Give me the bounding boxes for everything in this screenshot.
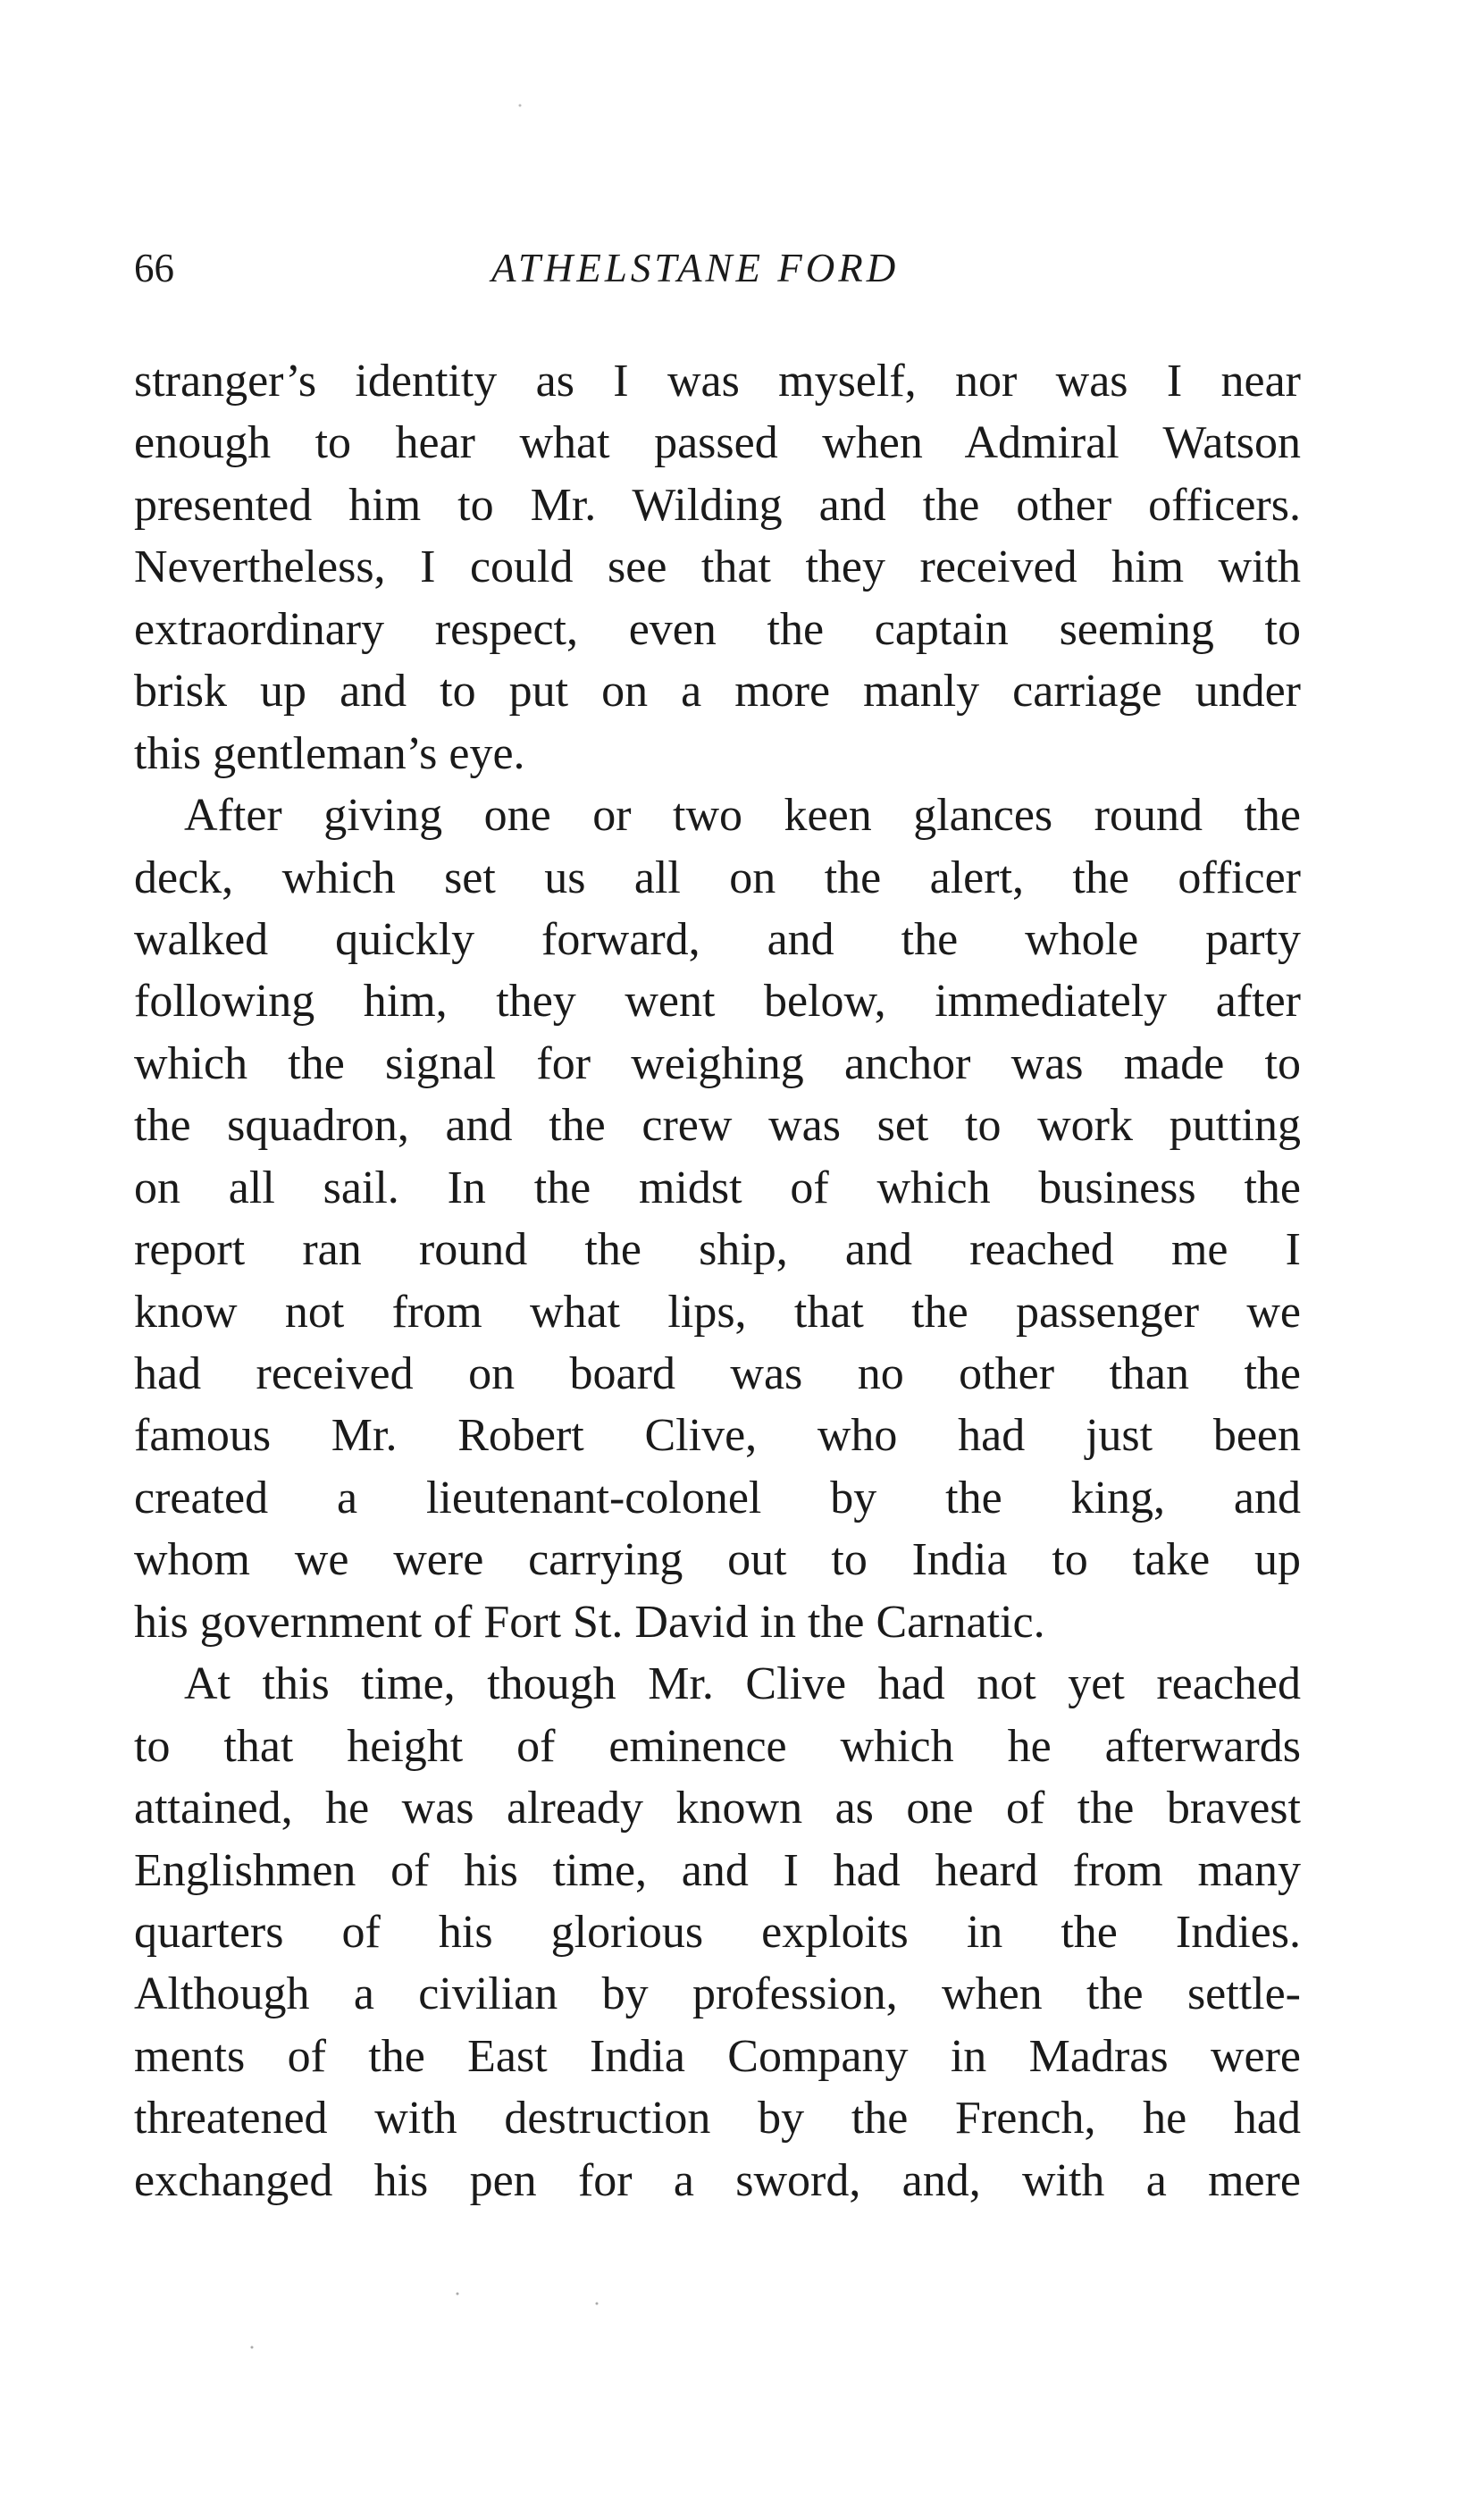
text-line: which the signal for weighing anchor was made to xyxy=(134,1037,1301,1089)
text-line: famous Mr. Robert Clive, who had just been xyxy=(134,1410,1301,1462)
text-line: exchanged his pen for a sword, and, with a mere xyxy=(134,2154,1301,2206)
speck xyxy=(251,2346,254,2349)
paragraph xyxy=(134,350,1301,785)
text-line: enough to hear what passed when Admiral Watson xyxy=(134,417,1301,469)
running-head xyxy=(134,241,1295,295)
text-line: deck, which set us all on the alert, the officer xyxy=(134,852,1301,903)
text-line: presented him to Mr. Wilding and the other officers. xyxy=(134,479,1301,531)
running-title: ATHELSTANE FORD xyxy=(491,246,900,290)
text-line: ments of the East India Company in Madras were xyxy=(134,2030,1301,2082)
text-line: walked quickly forward, and the whole party xyxy=(134,913,1301,965)
text-line: this gentleman’s eye. xyxy=(134,727,525,779)
text-line: Although a civilian by profession, when the settle- xyxy=(134,1968,1301,2020)
text-line: threatened with destruction by the French, he had xyxy=(134,2093,1301,2144)
text-line: stranger’s identity as I was myself, nor was I near xyxy=(134,356,1301,407)
text-line: brisk up and to put on a more manly carriage under xyxy=(134,666,1301,718)
text-line: on all sail. In the midst of which business the xyxy=(134,1162,1301,1213)
speck xyxy=(596,2303,599,2305)
text-line: had received on board was no other than the xyxy=(134,1348,1301,1399)
text-line: whom we were carrying out to India to take up xyxy=(134,1534,1301,1586)
text-line: to that height of eminence which he afterwards xyxy=(134,1720,1301,1772)
page-number: 66 xyxy=(134,246,174,290)
text-line: following him, they went below, immediately after xyxy=(134,976,1301,1028)
text-line: Nevertheless, I could see that they received him with xyxy=(134,541,1301,593)
text-line: At this time, though Mr. Clive had not yet reached xyxy=(184,1658,1301,1710)
text-line: extraordinary respect, even the captain seeming to xyxy=(134,603,1301,655)
text-line: his government of Fort St. David in the Carnatic. xyxy=(134,1596,1045,1648)
text-line: attained, he was already known as one of the bravest xyxy=(134,1783,1301,1834)
speck xyxy=(457,2293,459,2295)
text-line: report ran round the ship, and reached me I xyxy=(134,1224,1301,1276)
paragraph xyxy=(134,785,1301,1653)
text-line: quarters of his glorious exploits in the Indies. xyxy=(134,1906,1301,1958)
text-line: the squadron, and the crew was set to work putting xyxy=(134,1100,1301,1152)
text-line: created a lieutenant-colonel by the king, and xyxy=(134,1472,1301,1523)
text-line: After giving one or two keen glances round the xyxy=(184,790,1301,842)
paragraph xyxy=(134,1653,1301,2211)
text-line: Englishmen of his time, and I had heard from many xyxy=(134,1844,1301,1896)
speck xyxy=(519,105,522,107)
text-line: know not from what lips, that the passenger we xyxy=(134,1286,1301,1338)
body-text xyxy=(134,350,1301,2211)
